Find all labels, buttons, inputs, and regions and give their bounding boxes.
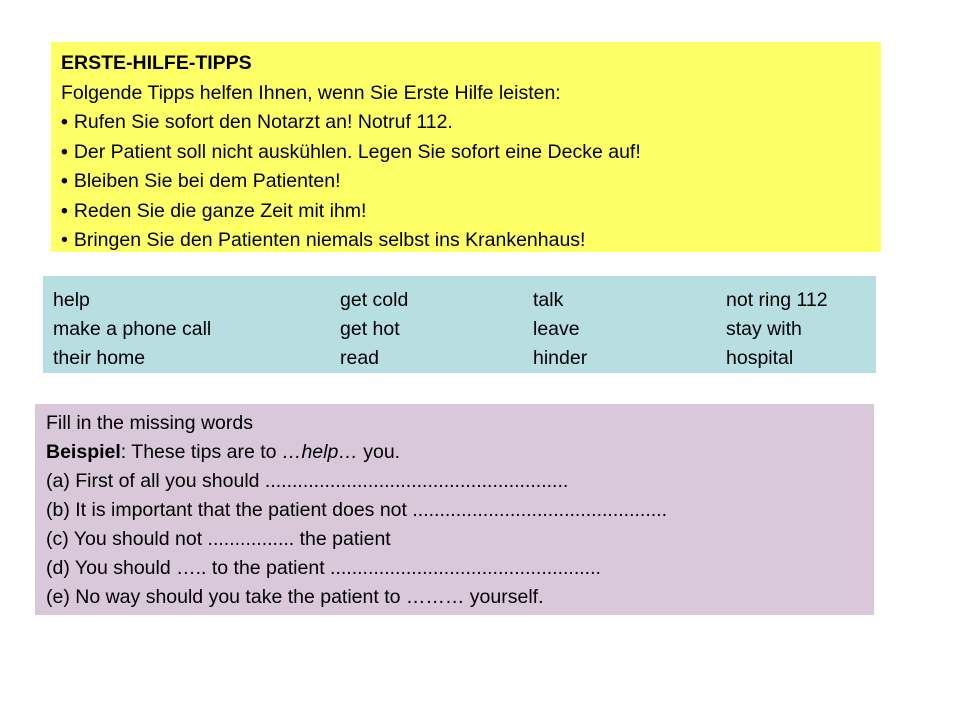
exercise-instruction: Fill in the missing words	[46, 412, 253, 434]
exercise-question-d: (d) You should ….. to the patient ..................................................	[46, 557, 601, 579]
exercise-box	[35, 404, 874, 615]
exercise-example: Beispiel: These tips are to …help… you.	[46, 441, 401, 463]
tip-item: • Rufen Sie sofort den Notarzt an! Notruf 112.	[61, 111, 453, 133]
tip-item: • Der Patient soll nicht auskühlen. Legen Sie sofort eine Decke auf!	[61, 140, 641, 163]
exercise-question-b: (b) It is important that the patient does not ...............................................	[46, 499, 668, 521]
bullet-icon: •	[61, 170, 68, 192]
word-bank-item: help	[53, 289, 90, 311]
exercise-question-e: (e) No way should you take the patient to ……… yourself.	[46, 586, 544, 608]
tips-intro: Folgende Tipps helfen Ihnen, wenn Sie Erste Hilfe leisten:	[61, 81, 561, 104]
bullet-icon: •	[61, 199, 68, 222]
word-bank-item: leave	[533, 318, 580, 340]
word-bank-item: talk	[533, 289, 564, 311]
word-bank-row	[53, 315, 876, 344]
exercise-question-a: (a) First of all you should ........................................................	[46, 470, 569, 492]
word-bank-row	[53, 286, 876, 315]
bullet-icon: •	[61, 111, 68, 133]
exercise-question-c: (c) You should not ................ the patient	[46, 528, 391, 550]
word-bank-item: get hot	[340, 318, 400, 340]
word-bank-box	[43, 276, 876, 373]
word-bank-item: hospital	[726, 347, 794, 369]
first-aid-tips-box	[51, 42, 881, 252]
word-bank-row	[53, 344, 876, 373]
bullet-icon: •	[61, 140, 68, 163]
tip-item: • Bleiben Sie bei dem Patienten!	[61, 170, 341, 192]
example-label: Beispiel	[46, 441, 121, 463]
tips-title: ERSTE-HILFE-TIPPS	[61, 52, 252, 74]
word-bank-item: read	[340, 347, 380, 369]
example-answer: …help…	[281, 441, 358, 463]
tip-item: • Reden Sie die ganze Zeit mit ihm!	[61, 199, 367, 222]
word-bank-item: hinder	[533, 347, 588, 369]
word-bank-item: their home	[53, 347, 146, 369]
word-bank-item: stay with	[726, 318, 802, 340]
word-bank-item: make a phone call	[53, 318, 212, 340]
tip-item: • Bringen Sie den Patienten niemals selbst ins Krankenhaus!	[61, 229, 586, 251]
word-bank-item: not ring 112	[726, 289, 828, 311]
bullet-icon: •	[61, 229, 68, 251]
word-bank-item: get cold	[340, 289, 409, 311]
